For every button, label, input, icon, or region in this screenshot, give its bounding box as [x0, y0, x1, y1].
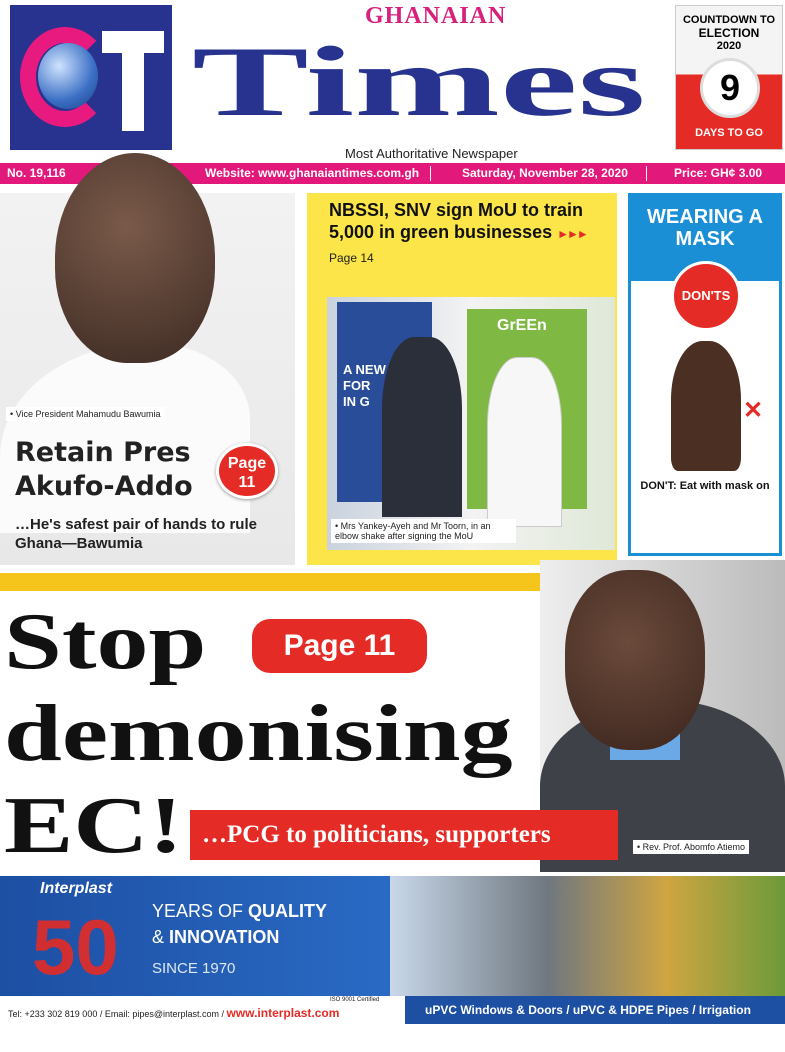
interplast-ad[interactable]: [0, 876, 785, 1045]
ad-50-years: 50: [32, 903, 119, 991]
photo-man: [382, 337, 462, 517]
photo-caption: • Rev. Prof. Abomfo Atiemo: [633, 840, 749, 854]
divider: [430, 166, 431, 181]
ad-brand: Interplast: [40, 880, 113, 897]
ad-text: INNOVATION: [169, 927, 280, 947]
banner-nbssi: A NEW FOR IN G: [343, 362, 386, 409]
issue-number: No. 19,116: [7, 166, 66, 180]
story-nbssi[interactable]: [307, 193, 617, 565]
ad-website-link[interactable]: www.interplast.com: [226, 1006, 340, 1020]
headline: NBSSI, SNV sign MoU to train 5,000 in green businesses: [329, 200, 584, 242]
ad-text: &: [152, 927, 170, 947]
mask-title: WEARING A MASK: [631, 196, 779, 281]
photo-woman: [487, 357, 562, 527]
ad-products: uPVC Windows & Doors / uPVC & HDPE Pipes / Irrigation Solutions: [405, 996, 785, 1024]
countdown-days-label: DAYS TO GO: [695, 127, 763, 139]
page-badge[interactable]: Page 11: [252, 619, 427, 673]
photo-caption: • Mrs Yankey-Ayeh and Mr Toorn, in an elbow shake after signing the MoU: [331, 519, 516, 543]
countdown-line2: ELECTION: [698, 26, 760, 40]
photo-bawumia: [55, 153, 215, 363]
masthead-tagline: Most Authoritative Newspaper: [345, 146, 518, 161]
election-countdown: [675, 5, 783, 150]
ad-text: YEARS OF: [152, 901, 249, 921]
masthead-title: Times: [192, 26, 646, 137]
divider-strip: [0, 573, 600, 591]
photo-face: [565, 570, 705, 750]
headline: Retain Pres Akufo-Addo: [15, 437, 193, 502]
page-badge[interactable]: Page 11: [216, 443, 278, 499]
ad-since: SINCE 1970: [152, 960, 236, 977]
price: Price: GH¢ 3.00: [674, 166, 763, 180]
globe-icon: [38, 43, 98, 109]
lead-subheadline: …PCG to politicians, supporters: [190, 810, 618, 860]
arrow-icon: ►►►: [557, 227, 587, 241]
page-ref: Page 14: [329, 251, 374, 265]
ad-contact: [8, 1006, 339, 1020]
countdown-line1: COUNTDOWN TO: [682, 14, 776, 26]
banner-green: GrEEn: [497, 317, 547, 334]
photo-eating-with-mask: [671, 341, 741, 471]
iso-badge: ISO 9001 Certified: [330, 997, 380, 1003]
gt-logo: [10, 5, 172, 150]
lead-headline-1[interactable]: Stop: [4, 598, 207, 686]
lead-headline-2[interactable]: demonising: [4, 690, 513, 778]
lead-headline-3[interactable]: EC!: [4, 782, 184, 870]
countdown-year: 2020: [716, 40, 742, 52]
subheadline: …He's safest pair of hands to rule Ghana—Bawumia: [15, 516, 257, 552]
mask-tip: DON'T: Eat with mask on: [640, 480, 770, 492]
countdown-days: 9: [700, 58, 760, 118]
mask-advisory: [628, 193, 782, 556]
cross-icon: ✕: [743, 397, 764, 424]
story-bawumia[interactable]: [0, 193, 295, 565]
ad-text: QUALITY: [248, 901, 328, 921]
ad-banner: [0, 876, 390, 996]
masthead-ghanaian: GHANAIAN: [365, 3, 507, 29]
divider: [646, 166, 647, 181]
website: Website: www.ghanaiantimes.com.gh: [205, 166, 420, 180]
ad-contact-text: Tel: +233 302 819 000 / Email: pipes@interplast.com /: [8, 1009, 227, 1019]
photo-mou-signing: [327, 297, 615, 550]
issue-date: Saturday, November 28, 2020: [462, 166, 628, 180]
photo-caption: • Vice President Mahamudu Bawumia: [6, 407, 165, 421]
logo-t-stem: [122, 31, 144, 131]
ad-photos: [390, 876, 785, 996]
donts-badge: DON'TS: [671, 261, 741, 331]
